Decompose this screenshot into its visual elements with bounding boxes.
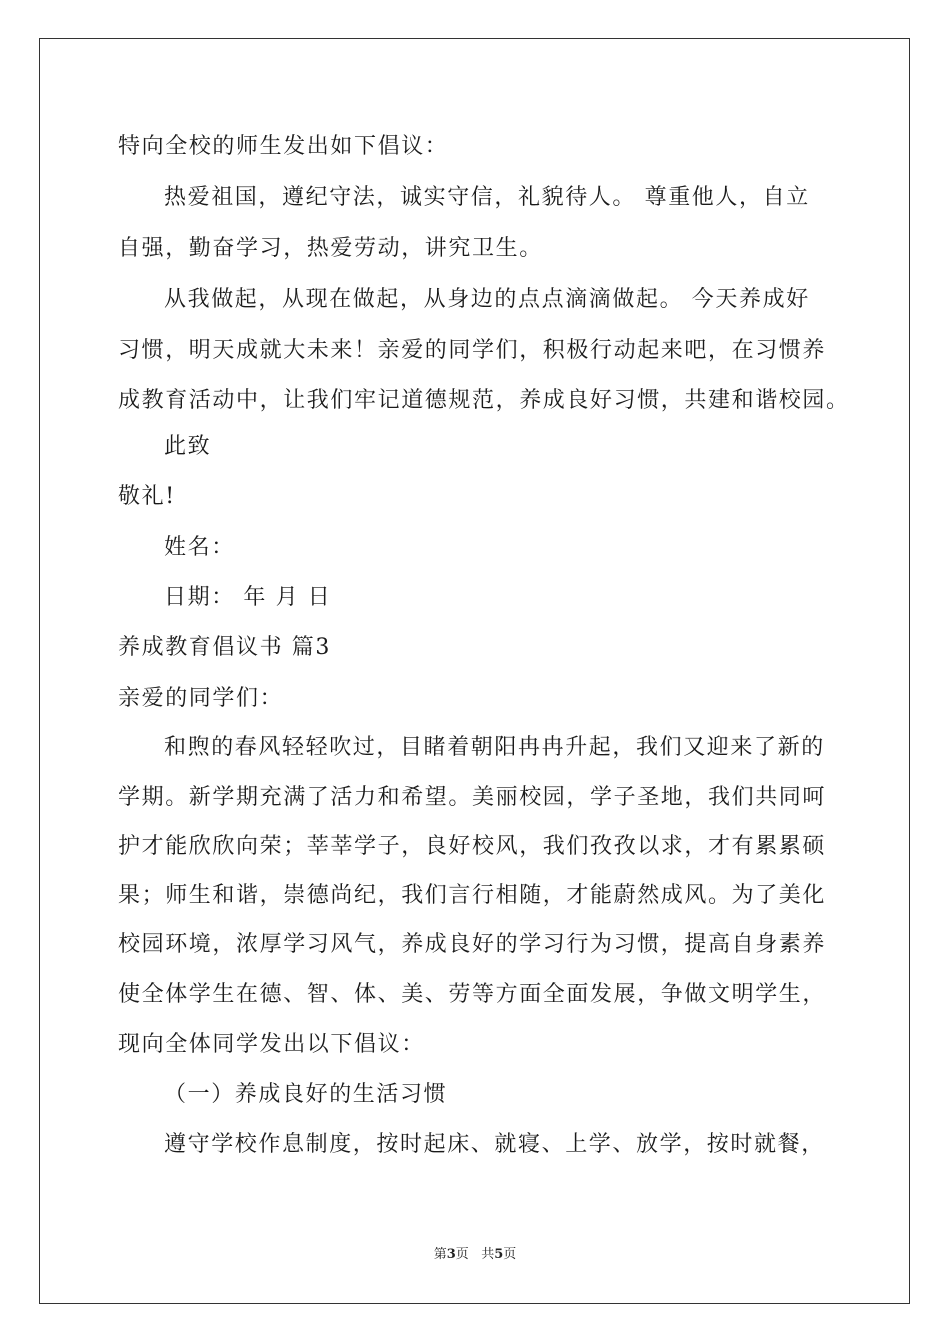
text-line: 校园环境，浓厚学习风气，养成良好的学习行为习惯，提高自身素养 [118,932,827,957]
text-line: 果；师生和谐，崇德尚纪，我们言行相随，才能蔚然成风。为了美化 [118,883,827,908]
footer-total-suffix: 页 [503,1247,517,1262]
page-border [39,38,910,1304]
footer-page-number: 3 [446,1247,456,1262]
subsection-heading: （一）养成良好的生活习惯 [164,1082,448,1107]
text-line: 热爱祖国，遵纪守法，诚实守信，礼貌待人。 尊重他人，自立 [164,185,810,210]
footer-total-prefix: 共 [481,1247,495,1262]
text-line: 习惯，明天成就大未来！亲爱的同学们，积极行动起来吧，在习惯养 [118,338,827,363]
date-line: 日期： 年 月 日 [164,585,332,610]
section-heading: 养成教育倡议书 篇3 [118,635,331,660]
closing-line: 此致 [164,434,212,459]
text-line: 从我做起，从现在做起，从身边的点点滴滴做起。 今天养成好 [164,287,810,312]
text-line: 成教育活动中，让我们牢记道德规范，养成良好习惯，共建和谐校园。 [118,388,850,413]
text-line: 现向全体同学发出以下倡议： [118,1032,425,1057]
text-line: 和煦的春风轻轻吹过，目睹着朝阳冉冉升起，我们又迎来了新的 [164,735,825,760]
text-line: 特向全校的师生发出如下倡议： [118,134,449,159]
footer-total-number: 5 [494,1247,504,1262]
text-line: 自强，勤奋学习，热爱劳动，讲究卫生。 [118,236,543,261]
text-line: 遵守学校作息制度，按时起床、就寝、上学、放学，按时就餐， [164,1132,825,1157]
salutation-line: 敬礼! [118,484,176,509]
name-line: 姓名： [164,535,235,560]
footer-page-suffix: 页 [455,1247,469,1262]
text-line: 使全体学生在德、智、体、美、劳等方面全面发展，争做文明学生， [118,982,827,1007]
footer-page-prefix: 第 [433,1247,447,1262]
greeting-line: 亲爱的同学们： [118,686,284,711]
text-line: 学期。新学期充满了活力和希望。美丽校园，学子圣地，我们共同呵 [118,785,827,810]
page-footer [0,1246,950,1264]
text-line: 护才能欣欣向荣；莘莘学子，良好校风，我们孜孜以求，才有累累硕 [118,834,827,859]
